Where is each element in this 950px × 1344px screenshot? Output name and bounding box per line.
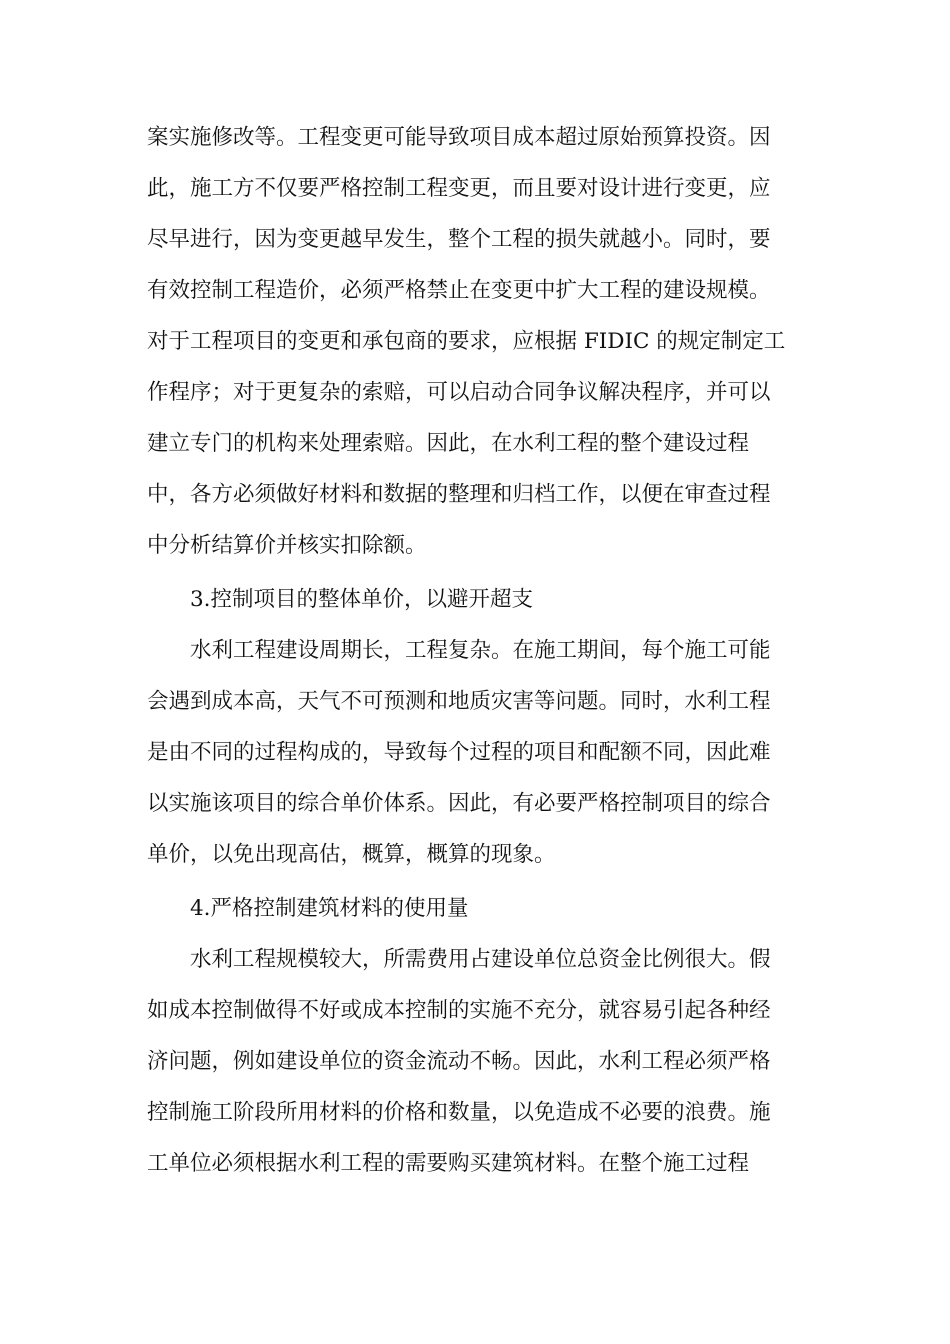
text-line: 此，施工方不仅要严格控制工程变更，而且要对设计进行变更，应 [147, 176, 771, 201]
text-line: 作程序；对于更复杂的索赔，可以启动合同争议解决程序，并可以 [147, 380, 771, 405]
text-line: 中，各方必须做好材料和数据的整理和归档工作，以便在审查过程 [147, 482, 771, 507]
text-line: 以实施该项目的综合单价体系。因此，有必要严格控制项目的综合 [147, 791, 771, 816]
text-line: 有效控制工程造价，必须严格禁止在变更中扩大工程的建设规模。 [147, 278, 771, 303]
text-line: 单价，以免出现高估，概算，概算的现象。 [147, 842, 556, 867]
section-heading: 4.严格控制建筑材料的使用量 [190, 896, 469, 921]
text-line: 如成本控制做得不好或成本控制的实施不充分，就容易引起各种经 [147, 998, 771, 1023]
text-line: 对于工程项目的变更和承包商的要求，应根据 FIDIC 的规定制定工 [147, 329, 786, 354]
text-line: 案实施修改等。工程变更可能导致项目成本超过原始预算投资。因 [147, 125, 771, 150]
text-line: 济问题，例如建设单位的资金流动不畅。因此，水利工程必须严格 [147, 1049, 771, 1074]
text-line: 控制施工阶段所用材料的价格和数量，以免造成不必要的浪费。施 [147, 1100, 771, 1125]
text-line: 建立专门的机构来处理索赔。因此，在水利工程的整个建设过程 [147, 431, 750, 456]
section-heading: 3.控制项目的整体单价，以避开超支 [190, 587, 534, 612]
text-line: 是由不同的过程构成的，导致每个过程的项目和配额不同，因此难 [147, 740, 771, 765]
text-line: 会遇到成本高，天气不可预测和地质灾害等问题。同时，水利工程 [147, 689, 771, 714]
paragraph-start-line: 水利工程规模较大，所需费用占建设单位总资金比例很大。假 [190, 947, 771, 972]
text-line: 工单位必须根据水利工程的需要购买建筑材料。在整个施工过程 [147, 1151, 750, 1176]
text-line: 中分析结算价并核实扣除额。 [147, 533, 427, 558]
text-line: 尽早进行，因为变更越早发生，整个工程的损失就越小。同时，要 [147, 227, 771, 252]
paragraph-start-line: 水利工程建设周期长，工程复杂。在施工期间，每个施工可能 [190, 638, 771, 663]
